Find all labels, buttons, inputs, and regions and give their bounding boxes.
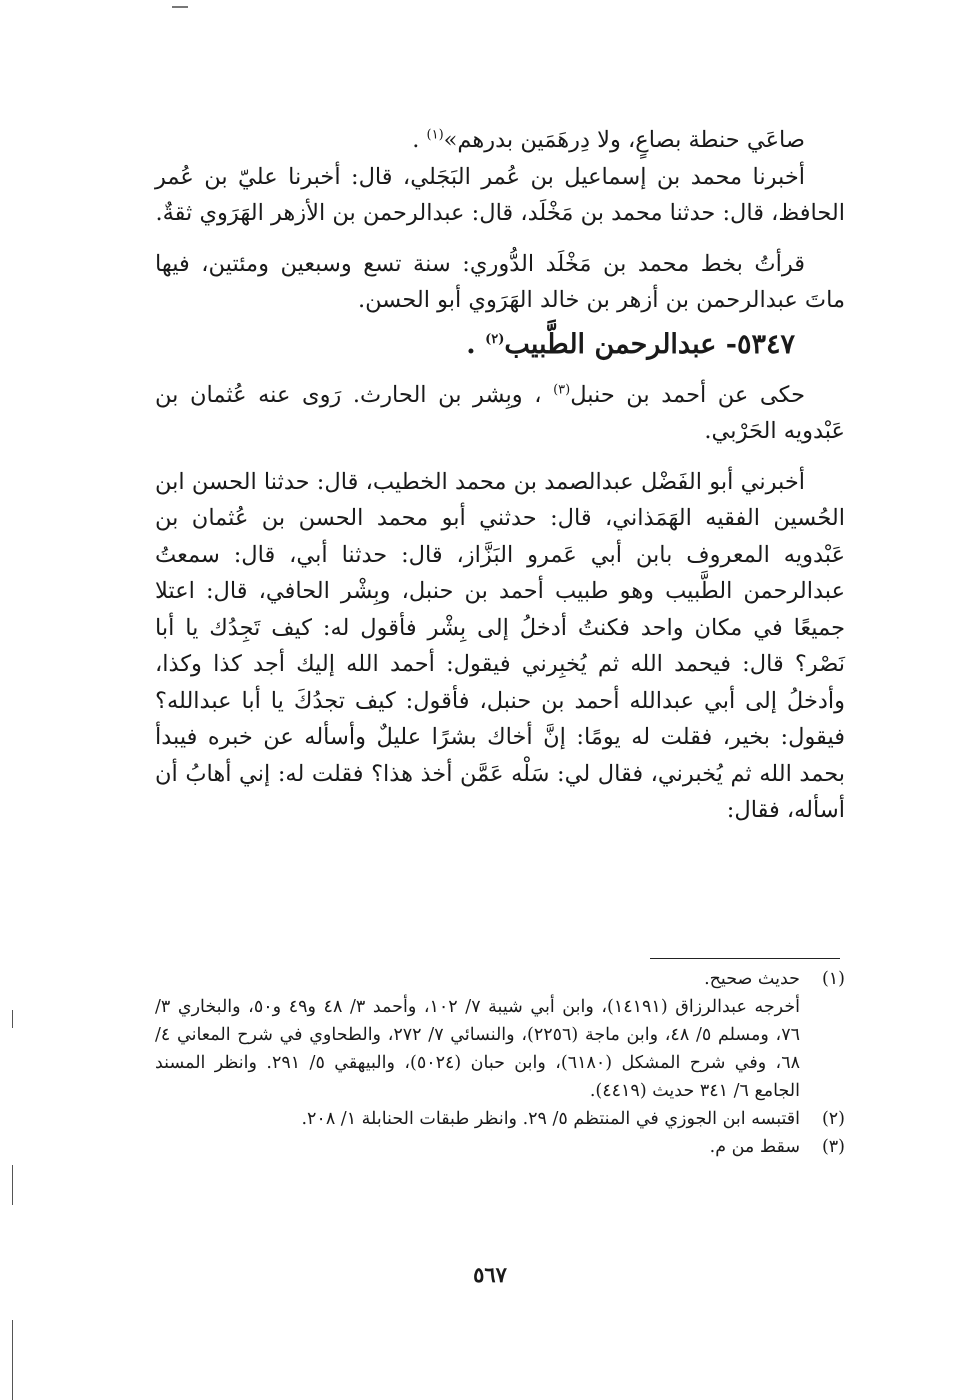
footnote-line: أخرجه عبدالرزاق (١٤١٩١)، وابن أبي شيبة ٧/ ١٠٢، وأحمد ٣/ ٤٨ و٤٩ و٥٠، والبخاري ٣/ ٧٦، ومسلم ٥/ ٤٨، وابن ماجة (٢٢٥٦)، والنسائي ٧/ ٢٧٢، والطحاوي في شرح المعاني ٤/ ٦٨، وفي شرح المشكل (٦١٨٠)، وابن حبان (٥٠٢٤)، والبيهقي ٥/ ٢٩١. وانظر المسند الجامع ٦/ ٣٤١ حديث (٤٤١٩). xyxy=(155,997,801,1101)
scan-edge-mark xyxy=(12,1010,13,1028)
footnote xyxy=(155,1105,845,1133)
footnote-ref: (٢) xyxy=(485,331,505,347)
paragraph: صاعَي حنطة بصاعٍ، ولا دِرهَمَين بدرهم»$^{(١)}$ . xyxy=(412,127,805,153)
footnote-ref: (٣) xyxy=(553,382,571,397)
footnote-line: سقط من م. xyxy=(709,1137,800,1157)
entry-heading: ٥٣٤٧- عبدالرحمن الطَّبيب$^{(٢)}$ . xyxy=(466,328,795,360)
footnote-number: (٢) xyxy=(821,1109,845,1129)
footnote-separator xyxy=(650,958,840,959)
top-margin-mark xyxy=(172,6,188,8)
scan-edge-mark xyxy=(12,1165,13,1205)
footnote-line: حديث صحيح. xyxy=(704,969,800,989)
footnote-line: اقتبسه ابن الجوزي في المنتظم ٥/ ٢٩. وانظر طبقات الحنابلة ١/ ٢٠٨. xyxy=(301,1109,800,1129)
footnote xyxy=(155,965,845,1105)
footnote-ref: (١) xyxy=(426,127,444,143)
footnote-number: (٣) xyxy=(821,1137,845,1157)
footnotes xyxy=(155,965,845,1161)
footnote-number: (١) xyxy=(821,969,845,989)
main-text xyxy=(155,122,845,829)
paragraph: قرأتُ بخط محمد بن مَخْلَد الدُّوري: سنة تسع وسبعين ومئتين، فيها ماتَ عبدالرحمن بن أزهر بن خالد الهَرَوي أبو الحسن. xyxy=(155,250,845,313)
paragraph: أخبرنا محمد بن إسماعيل بن عُمر البَجَلي، قال: أخبرنا عليّ بن عُمر الحافظ، قال: حدثنا محمد بن مَخْلَد، قال: عبدالرحمن بن الأزهر الهَرَوي ثقةٌ. xyxy=(155,163,845,226)
footnote xyxy=(155,1133,845,1161)
page-number: ٥٦٧ xyxy=(473,1262,507,1287)
scan-edge-mark xyxy=(12,1320,13,1400)
paragraph: حكى عن أحمد بن حنبل$^{(٣)}$ ، وبِشر بن الحارث. رَوى عنه عُثمان بن عَبْدويه الحَرْبي. xyxy=(155,381,845,444)
paragraph: أخبرني أبو الفَضْل عبدالصمد بن محمد الخطيب، قال: حدثنا الحسن ابن الحُسين الفقيه الهَمَذاني، قال: حدثني أبو محمد الحسن بن عُثمان بن عَبْدويه المعروف بابن أبي عَمرو البَزَّاز، قال: حدثنا أبي، قال: سمعتُ عبدالرحمن الطَّبيب وهو طبيب أحمد بن حنبل، وبِشْر الحافي، قال: اعتلا جميعًا في مكان واحد فكنتُ أدخلُ إلى بِشْر فأقول له: كيف تَجِدُك يا أبا نَصْر؟ قال: فيحمد الله ثم يُخبِرني فيقول: أحمد الله إليك أجد كذا وكذا، وأدخلُ إلى أبي عبدالله أحمد بن حنبل، فأقول: كيف تجدُكَ يا أبا عبدالله؟ فيقول: بخير، فقلت له يومًا: إنَّ أخاك بشرًا عليلٌ وأسأله عن خبره فيبدأ بحمد الله ثم يُخبرني، فقال لي: سَلْه عَمَّن أخذ هذا؟ فقلت له: إني أهابُ أن أسأله، فقال: xyxy=(155,468,845,823)
